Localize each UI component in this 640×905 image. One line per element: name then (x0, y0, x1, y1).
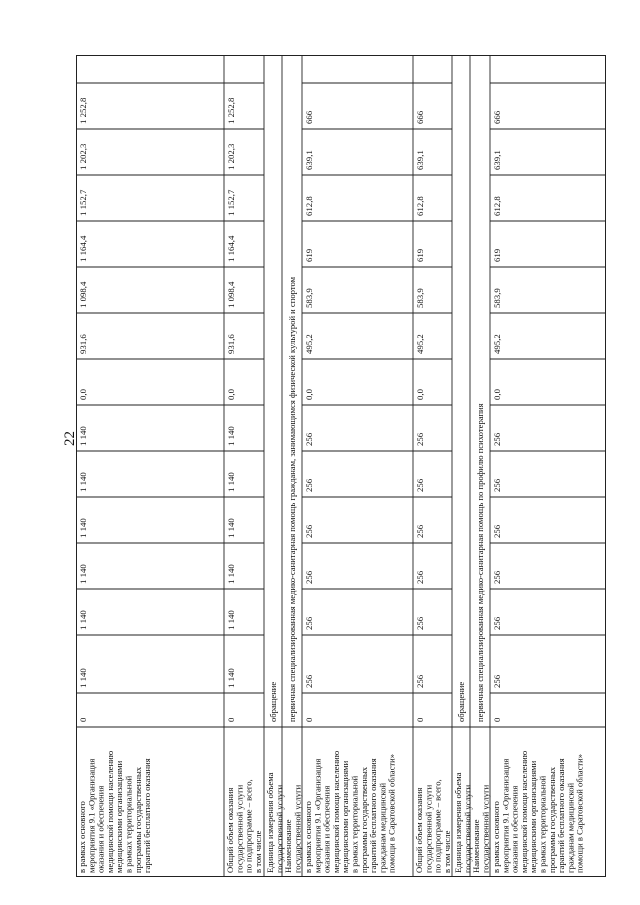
section-heading: первичная специализированная медико-санитарная помощь по профилю психотерапия (475, 403, 485, 722)
row-label-line: оказания и обеспечения (321, 785, 332, 873)
table-cell-value: 931,6 (78, 334, 88, 354)
table-cell-value: 1 140 (78, 668, 88, 688)
table-cell-value: 1 140 (226, 472, 236, 492)
table-cell-value: 931,6 (226, 334, 236, 354)
table-cell-value: 583,9 (492, 288, 502, 308)
row-label-line: мероприятия 9.1 «Организация (500, 758, 511, 873)
table-cell-value: 256 (415, 674, 425, 688)
table-cell-value: 1 252,8 (226, 97, 236, 124)
table-cell-value: 256 (304, 432, 314, 446)
row-label-line: государственной услуги (462, 784, 473, 873)
row-label-line: Общий объем оказания (225, 787, 235, 873)
row-label-line: по подпрограмме – всего, (432, 779, 443, 873)
table-cell-value: 256 (415, 524, 425, 538)
table-cell-value: 0 (226, 717, 236, 722)
table-cell-value: 1 164,4 (226, 235, 236, 262)
table-cell-value: 0,0 (492, 389, 502, 400)
table-cell-value: 0 (492, 717, 502, 722)
table-cell-value: 1 140 (78, 564, 88, 584)
table-cell-value: 1 140 (78, 426, 88, 446)
row-label-line: по подпрограмме – всего, (243, 779, 254, 873)
row-label-line: медицинскими организациями (528, 760, 539, 873)
table-cell-value: 495,2 (415, 334, 425, 354)
table-cell-value: 1 152,7 (226, 189, 236, 216)
table-cell-value: 639,1 (415, 150, 425, 170)
row-label-line: программы государственных (358, 766, 369, 873)
row-label-line: помощи в Саратовской области» (574, 753, 585, 873)
table-cell-value: 1 140 (78, 518, 88, 538)
table-cell-value: 1 202,3 (226, 143, 236, 170)
table-cell-value: 1 252,8 (78, 97, 88, 124)
table-cell-value: 0,0 (415, 389, 425, 400)
table-cell-value: 256 (304, 478, 314, 492)
table-cell-value: 1 140 (226, 518, 236, 538)
section-heading: первичная специализированная медико-санитарная помощь гражданам, занимающимся физической культурой и спортом (287, 276, 297, 722)
table-cell-value: 1 098,4 (226, 281, 236, 308)
table-cell-value: 256 (415, 478, 425, 492)
row-label-line: в рамках территориальной (123, 775, 134, 873)
table-cell-value: 612,8 (304, 196, 314, 216)
table-cell-value: 639,1 (492, 150, 502, 170)
row-label-line: Единица измерения объема (265, 772, 275, 873)
table-grid (76, 55, 606, 877)
table-cell-value: 256 (304, 524, 314, 538)
table-cell-value: 1 140 (226, 668, 236, 688)
table-cell-value: 1 140 (226, 610, 236, 630)
table-cell-value: 619 (304, 248, 314, 262)
table-cell-value: 256 (492, 616, 502, 630)
table-cell-value: 0 (415, 717, 425, 722)
table-cell-value: 666 (492, 110, 502, 124)
row-label-line: мероприятия 9.1 «Организация (86, 758, 97, 873)
table-cell-value: 583,9 (304, 288, 314, 308)
table-cell-value: 256 (304, 570, 314, 584)
row-label-line: гражданам медицинской (377, 782, 388, 873)
row-label-line: в рамках территориальной (537, 775, 548, 873)
row-label-line: помощи в Саратовской области» (386, 753, 397, 873)
row-label-line: государственной услуги (423, 784, 434, 873)
row-label-line: Общий объем оказания (414, 787, 424, 873)
row-label-line: Наименование (471, 819, 481, 873)
table-cell-value: 495,2 (492, 334, 502, 354)
row-label-line: гарантий бесплатного оказания (368, 758, 379, 873)
table-cell-value: 1 164,4 (78, 235, 88, 262)
table-cell-value: 256 (415, 570, 425, 584)
table-cell-value: 1 140 (226, 426, 236, 446)
table-cell-value: 256 (492, 478, 502, 492)
row-label-line: в рамках основного (491, 801, 501, 873)
table-cell-value: 0,0 (78, 389, 88, 400)
section-heading: обращение (268, 681, 278, 722)
section-heading: обращение (456, 681, 466, 722)
row-label-line: медицинской помощи населению (104, 750, 115, 873)
table-cell-value: 612,8 (415, 196, 425, 216)
table-cell-value: 256 (304, 616, 314, 630)
row-label-line: в рамках основного (77, 801, 87, 873)
row-label-line: государственной услуги (234, 784, 245, 873)
table-cell-value: 1 152,7 (78, 189, 88, 216)
table-cell-value: 619 (415, 248, 425, 262)
row-label-line: в том числе (252, 830, 263, 873)
row-label-line: в рамках территориальной (349, 775, 360, 873)
table-cell-value: 1 140 (226, 564, 236, 584)
row-label-line: программы государственных (546, 766, 557, 873)
table-cell-value: 666 (304, 110, 314, 124)
table-cell-value: 1 098,4 (78, 281, 88, 308)
table-cell-value: 1 140 (78, 610, 88, 630)
row-label-line: гарантий бесплатного оказания (556, 758, 567, 873)
table-cell-value: 256 (492, 432, 502, 446)
row-label-line: в рамках основного (303, 801, 313, 873)
page-number: 22 (62, 431, 78, 446)
table-cell-value: 0,0 (226, 389, 236, 400)
table-cell-value: 612,8 (492, 196, 502, 216)
table-cell-value: 639,1 (304, 150, 314, 170)
row-label-line: государственной услуги (480, 784, 491, 873)
row-label-line: государственной услуги (292, 784, 303, 873)
row-label-line: медицинскими организациями (340, 760, 351, 873)
table-cell-value: 0 (78, 717, 88, 722)
row-label-line: программы государственных (132, 766, 143, 873)
row-label-line: медицинской помощи населению (518, 750, 529, 873)
row-label-line: государственной услуги (274, 784, 285, 873)
table-cell-value: 666 (415, 110, 425, 124)
row-label-line: оказания и обеспечения (95, 785, 106, 873)
table-cell-value: 0 (304, 717, 314, 722)
row-label-line: мероприятия 9.1 «Организация (312, 758, 323, 873)
row-label-line: гражданам медицинской (565, 782, 576, 873)
table-cell-value: 583,9 (415, 288, 425, 308)
row-label-line: гарантий бесплатного оказания (142, 758, 153, 873)
table-cell-value: 256 (415, 432, 425, 446)
table-cell-value: 256 (304, 674, 314, 688)
row-label-line: медицинскими организациями (114, 760, 125, 873)
table-cell-value: 256 (415, 616, 425, 630)
table-cell-value: 0,0 (304, 389, 314, 400)
table-cell-value: 256 (492, 524, 502, 538)
table-cell-value: 619 (492, 248, 502, 262)
row-label-line: оказания и обеспечения (509, 785, 520, 873)
table-cell-value: 256 (492, 674, 502, 688)
rotated-table (76, 55, 606, 877)
table-cell-value: 256 (492, 570, 502, 584)
row-label-line: Наименование (283, 819, 293, 873)
table-cell-value: 1 140 (78, 472, 88, 492)
row-label-line: в том числе (441, 830, 452, 873)
row-label-line: медицинской помощи населению (330, 750, 341, 873)
table-cell-value: 495,2 (304, 334, 314, 354)
row-label-line: Единица измерения объема (453, 772, 463, 873)
table-cell-value: 1 202,3 (78, 143, 88, 170)
